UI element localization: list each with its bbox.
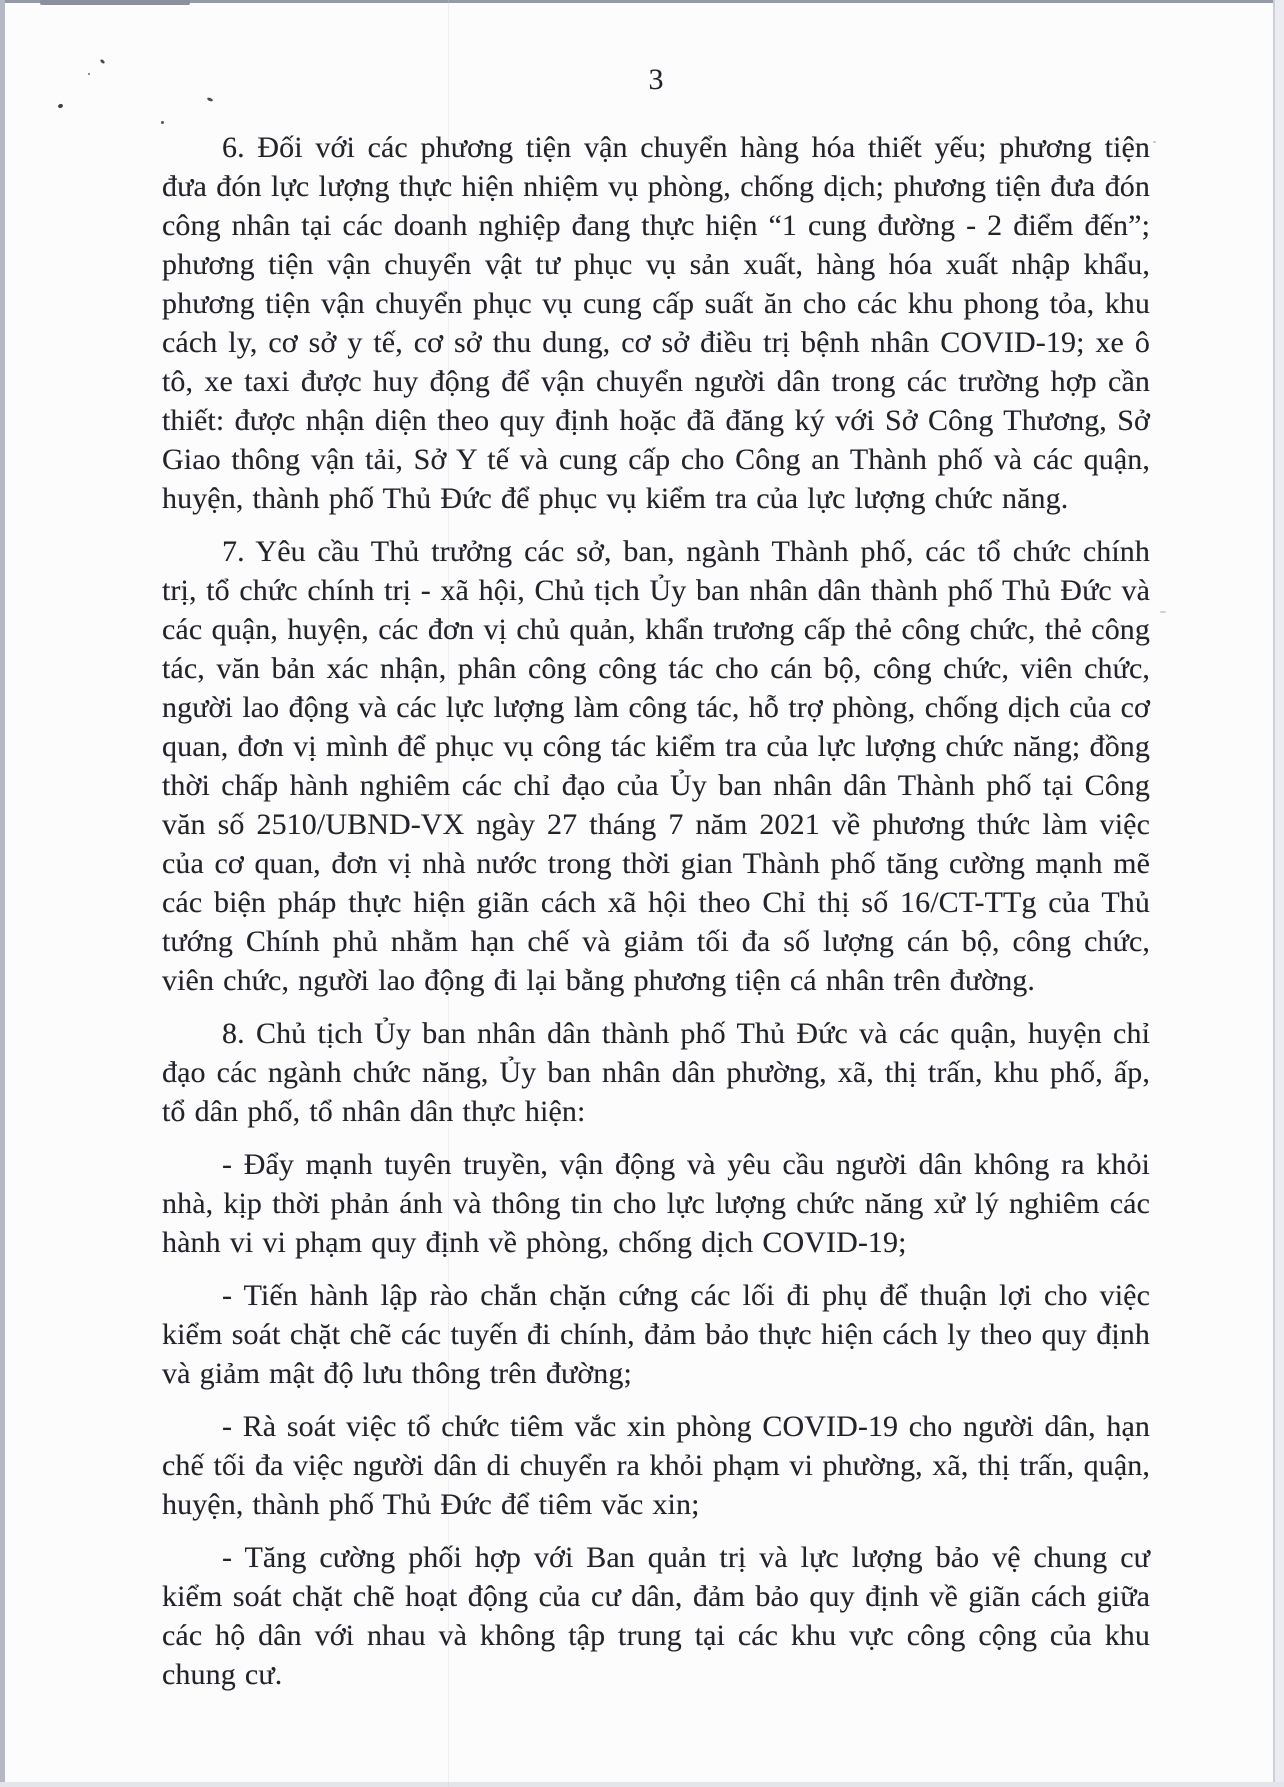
paragraph-item-8-bullet-2: - Tiến hành lập rào chắn chặn cứng các lối đi phụ để thuận lợi cho việc kiểm soát chặt chẽ các tuyến đi chính, đảm bảo thực hiện cách ly theo quy định và giảm mật độ lưu thông trên đường;	[162, 1279, 1150, 1390]
scan-speck	[100, 59, 106, 65]
scan-speck	[57, 103, 63, 108]
paragraph-item-8-intro: 8. Chủ tịch Ủy ban nhân dân thành phố Thủ Đức và các quận, huyện chỉ đạo các ngành chức năng, Ủy ban nhân dân phường, xã, thị trấn, khu phố, ấp, tổ dân phố, tổ nhân dân thực hiện:	[162, 1017, 1150, 1128]
scan-edge-bottom	[0, 1782, 1284, 1787]
paragraph-item-8-bullet-3: - Rà soát việc tổ chức tiêm vắc xin phòng COVID-19 cho người dân, hạn chế tối đa việc người dân di chuyển ra khỏi phạm vi phường, xã, thị trấn, quận, huyện, thành phố Thủ Đức để tiêm văc xin;	[162, 1410, 1150, 1521]
scan-edge-right-band	[1275, 0, 1284, 1787]
scan-edge-top-dark-segment	[40, 0, 190, 5]
scan-edge-top	[0, 0, 1284, 3]
scan-speck	[88, 73, 90, 75]
paragraph-item-8-bullet-1: - Đẩy mạnh tuyên truyền, vận động và yêu cầu người dân không ra khỏi nhà, kịp thời phản ánh và thông tin cho lực lượng chức năng xử lý nghiêm các hành vi vi phạm quy định về phòng, chống dịch COVID-19;	[162, 1148, 1150, 1259]
paragraph-item-8-bullet-4: - Tăng cường phối hợp với Ban quản trị và lực lượng bảo vệ chung cư kiểm soát chặt chẽ hoạt động của cư dân, đảm bảo quy định về giãn cách giữa các hộ dân với nhau và không tập trung tại các khu vực công cộng của khu chung cư.	[162, 1541, 1150, 1691]
scan-speck	[1160, 611, 1166, 613]
scan-speck	[161, 121, 164, 124]
document-body	[162, 128, 1150, 1708]
page-number: 3	[648, 63, 664, 96]
scan-speck	[1153, 141, 1156, 143]
paragraph-item-7: 7. Yêu cầu Thủ trưởng các sở, ban, ngành Thành phố, các tổ chức chính trị, tổ chức chính trị - xã hội, Chủ tịch Ủy ban nhân dân thành phố Thủ Đức và các quận, huyện, các đơn vị chủ quản, khẩn trương cấp thẻ công chức, thẻ công tác, văn bản xác nhận, phân công công tác cho cán bộ, công chức, viên chức, người lao động và các lực lượng làm công tác, hỗ trợ phòng, chống dịch của cơ quan, đơn vị mình để phục vụ công tác kiểm tra của lực lượng chức năng; đồng thời chấp hành nghiêm các chỉ đạo của Ủy ban nhân dân Thành phố tại Công văn số 2510/UBND-VX ngày 27 tháng 7 năm 2021 về phương thức làm việc của cơ quan, đơn vị nhà nước trong thời gian Thành phố tăng cường mạnh mẽ các biện pháp thực hiện giãn cách xã hội theo Chỉ thị số 16/CT-TTg của Thủ tướng Chính phủ nhằm hạn chế và giảm tối đa số lượng cán bộ, công chức, viên chức, người lao động đi lại bằng phương tiện cá nhân trên đường.	[162, 535, 1150, 997]
scan-edge-left	[0, 0, 5, 1787]
paragraph-item-6: 6. Đối với các phương tiện vận chuyển hàng hóa thiết yếu; phương tiện đưa đón lực lượng thực hiện nhiệm vụ phòng, chống dịch; phương tiện đưa đón công nhân tại các doanh nghiệp đang thực hiện “1 cung đường - 2 điểm đến”; phương tiện vận chuyển vật tư phục vụ sản xuất, hàng hóa xuất nhập khẩu, phương tiện vận chuyển phục vụ cung cấp suất ăn cho các khu phong tỏa, khu cách ly, cơ sở y tế, cơ sở thu dung, cơ sở điều trị bệnh nhân COVID-19; xe ô tô, xe taxi được huy động để vận chuyển người dân trong các trường hợp cần thiết: được nhận diện theo quy định hoặc đã đăng ký với Sở Công Thương, Sở Giao thông vận tải, Sở Y tế và cung cấp cho Công an Thành phố và các quận, huyện, thành phố Thủ Đức để phục vụ kiểm tra của lực lượng chức năng.	[162, 131, 1150, 515]
